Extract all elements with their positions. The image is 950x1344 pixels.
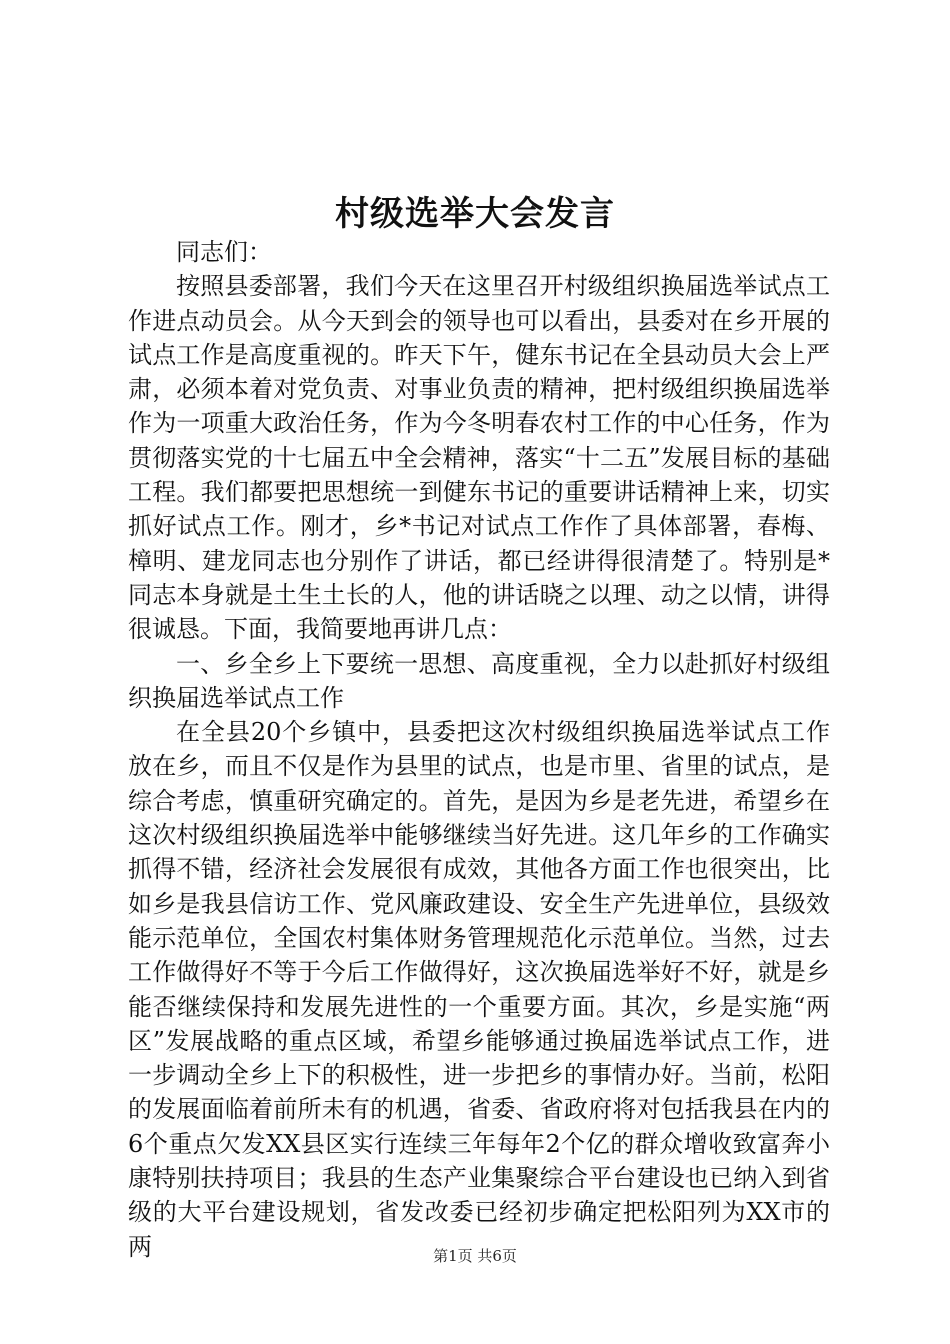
- document-title: 村级选举大会发言: [335, 194, 615, 234]
- page-footer: 第1页 共6页: [433, 1247, 517, 1265]
- section-heading-1: 一、乡全乡上下要统一思想、高度重视，全力以赴抓好村级组织换届选举试点工作: [128, 649, 830, 712]
- salutation-paragraph: 同志们：: [176, 238, 272, 266]
- intro-paragraph: 按照县委部署，我们今天在这里召开村级组织换届选举试点工作进点动员会。从今天到会的领导也可以看出，县委对在乡开展的试点工作是高度重视的。昨天下午，健东书记在全县动员大会上严肃，必须本着对党负责、对事业负责的精神，把村级组织换届选举作为一项重大政治任务，作为今冬明春农村工作的中心任务，作为贯彻落实党的十七届五中全会精神，落实“十二五”发展目标的基础工程。我们都要把思想统一到健东书记的重要讲话精神上来，切实抓好试点工作。刚才，乡*书记对试点工作作了具体部署，春梅、樟明、建龙同志也分别作了讲话，都已经讲得很清楚了。特别是*同志本身就是土生土长的人，他的讲话晓之以理、动之以情，讲得很诚恳。下面，我简要地再讲几点：: [128, 272, 830, 644]
- body-paragraph: 在全县20个乡镇中，县委把这次村级组织换届选举试点工作放在乡，而且不仅是作为县里的试点，也是市里、省里的试点，是综合考虑，慎重研究确定的。首先，是因为乡是老先进，希望乡在这次村级组织换届选举中能够继续当好先进。这几年乡的工作确实抓得不错，经济社会发展很有成效，其他各方面工作也很突出，比如乡是我县信访工作、党风廉政建设、安全生产先进单位，县级效能示范单位，全国农村集体财务管理规范化示范单位。当然，过去工作做得好不等于今后工作做得好，这次换届选举好不好，就是乡能否继续保持和发展先进性的一个重要方面。其次，乡是实施“两区”发展战略的重点区域，希望乡能够通过换届选举试点工作，进一步调动全乡上下的积极性，进一步把乡的事情办好。当前，松阳的发展面临着前所未有的机遇，省委、省政府将对包括我县在内的6个重点欠发XX县区实行连续三年每年2个亿的群众增收致富奔小康特别扶持项目；我县的生态产业集聚综合平台建设也已纳入到省级的大平台建设规划，省发改委已经初步确定把松阳列为XX市的两: [128, 718, 830, 1261]
- document-body: [128, 235, 830, 1264]
